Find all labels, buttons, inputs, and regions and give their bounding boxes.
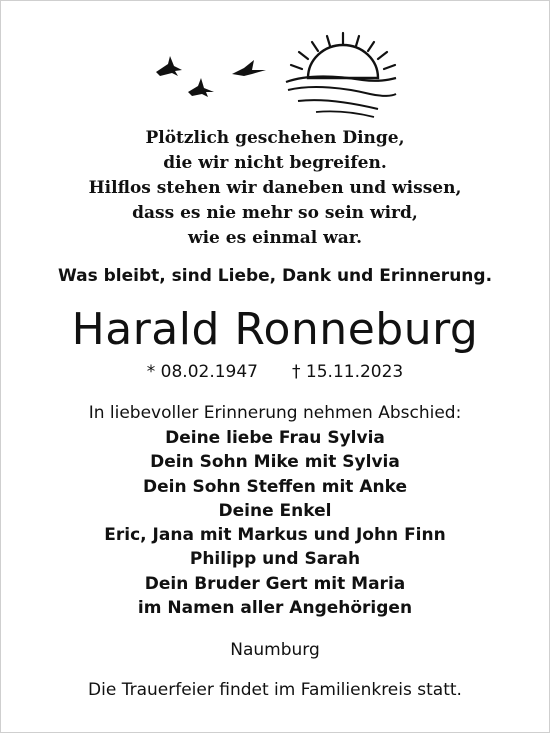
mourner-line: Deine Enkel — [218, 500, 332, 521]
motto: Was bleibt, sind Liebe, Dank und Erinnerung. — [57, 266, 493, 286]
birth-date: * 08.02.1947 — [146, 362, 258, 382]
poem-line: dass es nie mehr so sein wird, — [132, 203, 418, 223]
place: Naumburg — [230, 640, 320, 660]
poem-line: Hilflos stehen wir daneben und wissen, — [88, 178, 462, 198]
poem-line: Plötzlich geschehen Dinge, — [145, 128, 405, 148]
funeral-note: Die Trauerfeier findet im Familienkreis statt. — [88, 680, 462, 700]
life-dates — [0, 360, 550, 384]
poem-line: wie es einmal war. — [187, 228, 363, 248]
death-date: † 15.11.2023 — [292, 362, 404, 382]
mourner-line: Dein Sohn Steffen mit Anke — [143, 476, 407, 497]
mourner-line: Deine liebe Frau Sylvia — [165, 428, 385, 448]
mourner-line: Dein Bruder Gert mit Maria — [144, 573, 406, 594]
deceased-name: Harald Ronneburg — [71, 304, 479, 355]
flying-birds-and-sunset-icon — [148, 30, 398, 120]
mourner-line: Philipp und Sarah — [189, 549, 361, 570]
poem-line: die wir nicht begreifen. — [163, 153, 387, 173]
mourner-line: Eric, Jana mit Markus und John Finn — [104, 525, 446, 546]
mourner-line: Dein Sohn Mike mit Sylvia — [150, 452, 400, 473]
farewell-intro: In liebevoller Erinnerung nehmen Abschied: — [88, 403, 462, 423]
poem — [0, 126, 550, 251]
mourners-list — [0, 426, 550, 620]
mourner-line: im Namen aller Angehörigen — [137, 598, 413, 619]
